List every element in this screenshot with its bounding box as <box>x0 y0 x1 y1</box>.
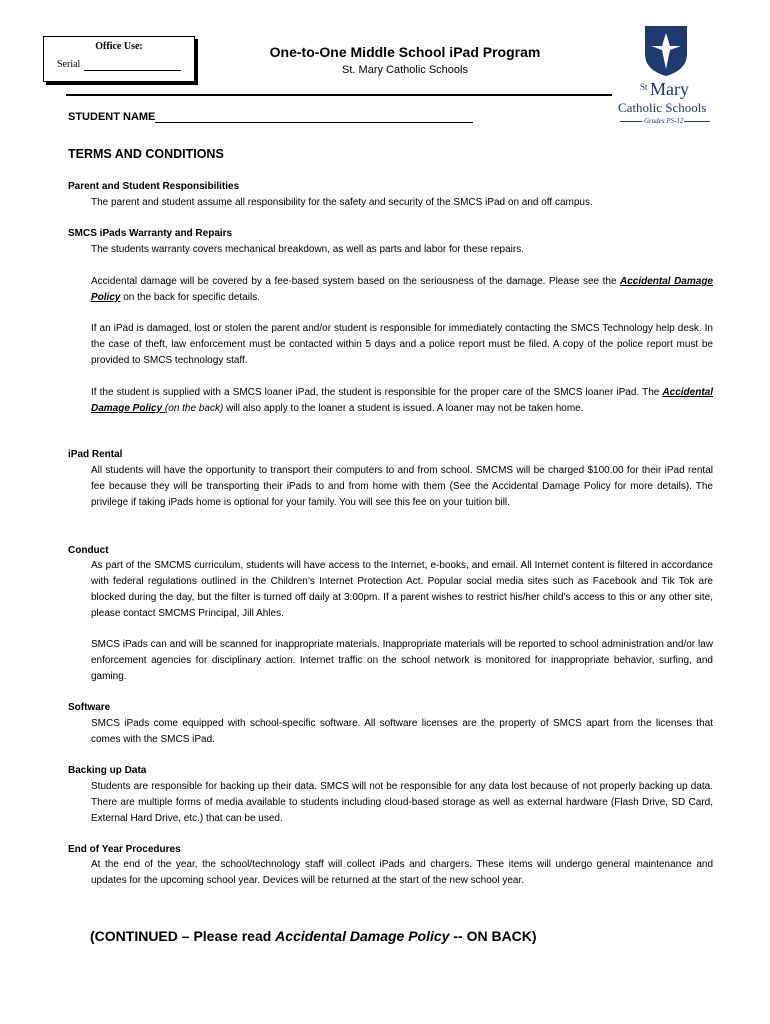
accidental-damage-policy-link[interactable]: Accidental Damage Policy <box>91 387 713 414</box>
paragraph-end-of-year-1: At the end of the year, the school/technology staff will collect iPads and chargers. These items will undergo general maintenance and updates for the upcoming school year. Devices will be returned at the start of the new school year. <box>91 859 713 886</box>
accidental-damage-policy-link[interactable]: Accidental Damage Policy <box>91 276 713 303</box>
text-segment: (on the back) <box>164 403 224 414</box>
section-heading-software: Software <box>68 702 111 713</box>
continued-notice <box>90 928 537 944</box>
serial-label: Serial <box>57 59 81 70</box>
section-heading-backup: Backing up Data <box>68 765 147 776</box>
text-segment: Accidental damage will be covered by a fee-based system based on the seriousness of the damage. Please see the <box>91 276 621 287</box>
logo-divider-right <box>684 121 710 122</box>
section-heading-end-of-year: End of Year Procedures <box>68 844 181 855</box>
logo-st-text: St <box>640 82 648 92</box>
paragraph-parent-1: The parent and student assume all responsibility for the safety and security of the SMCS iPad on and off campus. <box>91 197 593 208</box>
paragraph-conduct-1: As part of the SMCMS curriculum, students will have access to the Internet, e-books, and email. All Internet content is filtered in accordance with federal regulations outlined in the Children’s Internet Protection Act. Popular social media sites such as Facebook and Tik Tok are blocked during the day, but the filter is turned off daily at 3:00pm. If a parent wishes to restrict his/her child’s access to this or any other site, please contact SMCMS Principal, Jill Ahles. <box>91 560 713 619</box>
logo-grades-text: Grades PS-12 <box>644 117 684 125</box>
text-segment: If the student is supplied with a SMCS loaner iPad, the student is responsible for the proper care of the SMCS loaner iPad. The <box>91 387 663 398</box>
serial-field-line[interactable] <box>84 70 181 71</box>
paragraph-conduct-2: SMCS iPads can and will be scanned for inappropriate materials. Inappropriate materials will be reported to school administration and/or law enforcement agencies for disciplinary action. Internet traffic on the school network is monitored for inappropriate behavior, surfing, and gaming. <box>91 639 713 682</box>
logo-mary-text: Mary <box>650 79 689 99</box>
paragraph-backup-1: Students are responsible for backing up their data. SMCS will not be responsible for any data lost because of not properly backing up data. There are multiple forms of media available to students including cloud-based storage as well as external hardware (Flash Drive, SD Card, External Hard Drive, etc.) that can be used. <box>91 781 713 824</box>
paragraph-warranty-4 <box>91 385 713 417</box>
paragraph-software-1: SMCS iPads come equipped with school-specific software. All software licenses are the property of SMCS apart from the licenses that comes with the SMCS iPad. <box>91 718 713 745</box>
document-subtitle: St. Mary Catholic Schools <box>342 64 468 76</box>
office-use-box <box>43 36 195 82</box>
logo-divider-left <box>620 121 642 122</box>
paragraph-warranty-1: The students warranty covers mechanical breakdown, as well as parts and labor for these repairs. <box>91 244 524 255</box>
section-heading-conduct: Conduct <box>68 545 109 556</box>
text-segment: (CONTINUED – Please read <box>90 928 276 944</box>
paragraph-warranty-2 <box>91 274 713 306</box>
text-segment: Accidental Damage Policy <box>275 928 450 944</box>
text-segment: -- ON BACK) <box>449 928 537 944</box>
document-title: One-to-One Middle School iPad Program <box>269 44 541 60</box>
office-use-label: Office Use: <box>95 41 143 52</box>
section-heading-rental: iPad Rental <box>68 449 123 460</box>
text-segment: will also apply to the loaner a student is issued. A loaner may not be taken home. <box>223 403 584 414</box>
shield-cross-icon <box>643 24 689 78</box>
section-heading-warranty: SMCS iPads Warranty and Repairs <box>68 228 233 239</box>
student-name-field-line[interactable] <box>155 122 473 123</box>
section-heading-parent: Parent and Student Responsibilities <box>68 181 240 192</box>
logo-catholic-schools-text: Catholic Schools <box>618 100 707 115</box>
header-divider <box>66 94 612 96</box>
text-segment: on the back for specific details. <box>120 292 260 303</box>
student-name-label: STUDENT NAME <box>68 111 156 123</box>
school-logo <box>614 20 720 126</box>
paragraph-warranty-3: If an iPad is damaged, lost or stolen the parent and/or student is responsible for immediately contacting the SMCS Technology help desk. In the case of theft, law enforcement must be contacted within 5 days and a police report must be filed. A copy of the police report must be provided to SMCS technology staff. <box>91 323 713 366</box>
paragraph-rental-1: All students will have the opportunity to transport their computers to and from school. SMCMS will be charged $100.00 for their iPad rental fee because they will be transporting their iPads to and from home with them (See the Accidental Damage Policy for more details). The privilege if taking iPads home is optional for your family. You will see this fee on your tuition bill. <box>91 465 713 508</box>
terms-heading: TERMS AND CONDITIONS <box>68 147 224 161</box>
